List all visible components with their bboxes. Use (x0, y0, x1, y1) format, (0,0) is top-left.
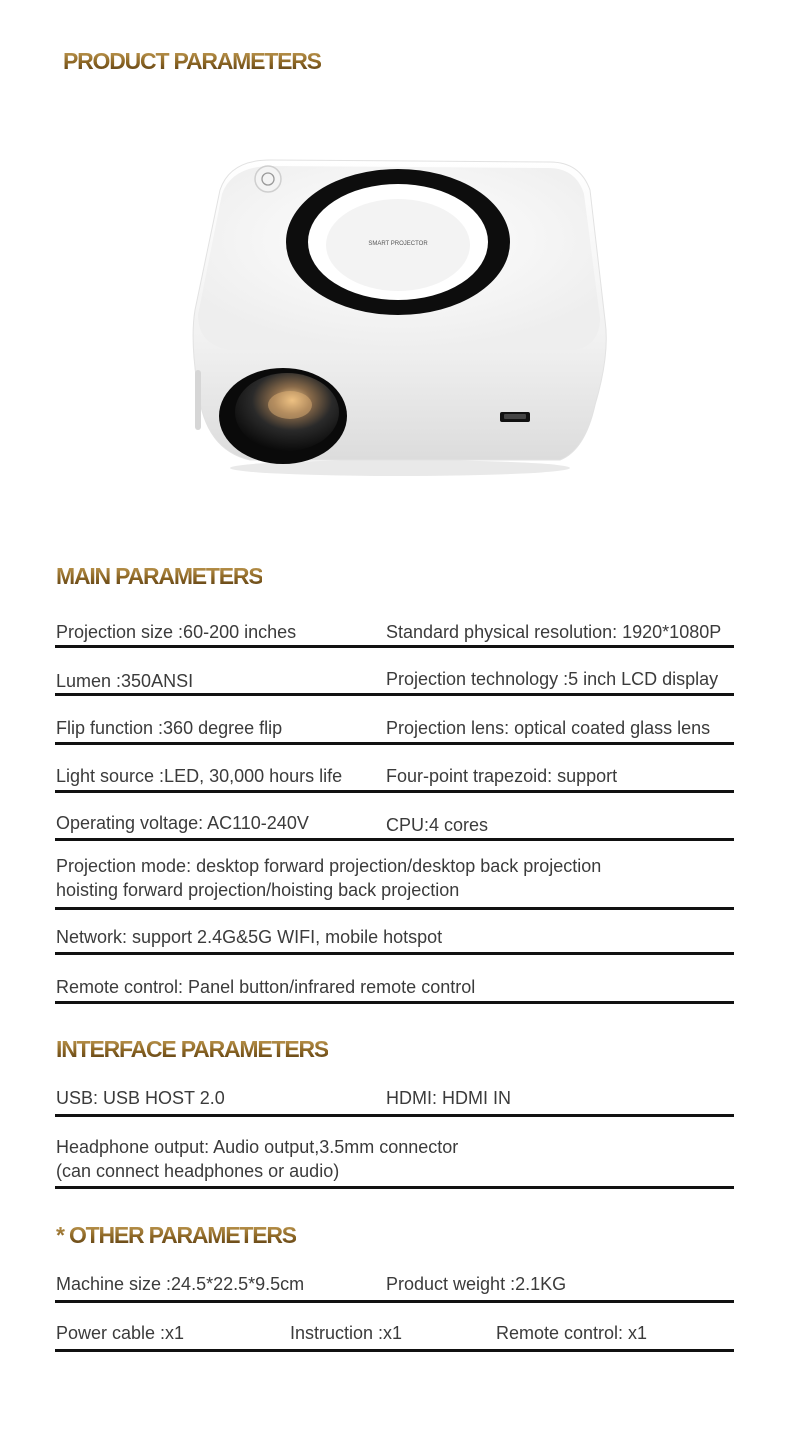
projection-lens: Projection lens: optical coated glass lens (386, 718, 711, 738)
divider (55, 790, 734, 793)
usb: USB: USB HOST 2.0 (56, 1088, 225, 1108)
divider (55, 952, 734, 955)
power-icon (255, 166, 281, 192)
remote-control: Remote control: Panel button/infrared remote control (56, 977, 476, 997)
divider (55, 907, 734, 910)
network: Network: support 2.4G&5G WIFI, mobile hotspot (56, 927, 443, 947)
divider (55, 742, 734, 745)
light-source: Light source :LED, 30,000 hours life (56, 766, 343, 786)
trapezoid: Four-point trapezoid: support (386, 766, 618, 786)
lumen: Lumen :350ANSI (56, 671, 194, 691)
projection-mode-line2: hoisting forward projection/hoisting back projection (56, 880, 460, 900)
projection-size: Projection size :60-200 inches (56, 622, 297, 642)
divider (55, 693, 734, 696)
divider (55, 838, 734, 841)
remote-control-accessory: Remote control: x1 (496, 1323, 648, 1343)
cpu: CPU:4 cores (386, 815, 489, 835)
instruction: Instruction :x1 (290, 1323, 403, 1343)
flip-function: Flip function :360 degree flip (56, 718, 283, 738)
machine-size: Machine size :24.5*22.5*9.5cm (56, 1274, 305, 1294)
divider (55, 1114, 734, 1117)
power-cable: Power cable :x1 (56, 1323, 185, 1343)
main-parameters-heading: MAIN PARAMETERS (56, 563, 263, 589)
product-parameters-heading: PRODUCT PARAMETERS (63, 48, 321, 74)
divider (55, 645, 734, 648)
interface-parameters-heading: INTERFACE PARAMETERS (56, 1036, 329, 1062)
divider (55, 1300, 734, 1303)
product-weight: Product weight :2.1KG (386, 1274, 567, 1294)
headphone-output-line2: (can connect headphones or audio) (56, 1161, 340, 1181)
projection-technology: Projection technology :5 inch LCD display (386, 669, 719, 689)
divider (55, 1001, 734, 1004)
operating-voltage: Operating voltage: AC110-240V (56, 813, 309, 833)
resolution: Standard physical resolution: 1920*1080P (386, 622, 722, 642)
projector-label: SMART PROJECTOR (368, 241, 428, 247)
projection-mode-line1: Projection mode: desktop forward projection/desktop back projection (56, 856, 602, 876)
hdmi: HDMI: HDMI IN (386, 1088, 511, 1108)
headphone-output-line1: Headphone output: Audio output,3.5mm connector (56, 1137, 459, 1157)
divider (55, 1349, 734, 1352)
divider (55, 1186, 734, 1189)
other-parameters-heading: * OTHER PARAMETERS (56, 1222, 296, 1248)
projector-image (180, 150, 620, 480)
